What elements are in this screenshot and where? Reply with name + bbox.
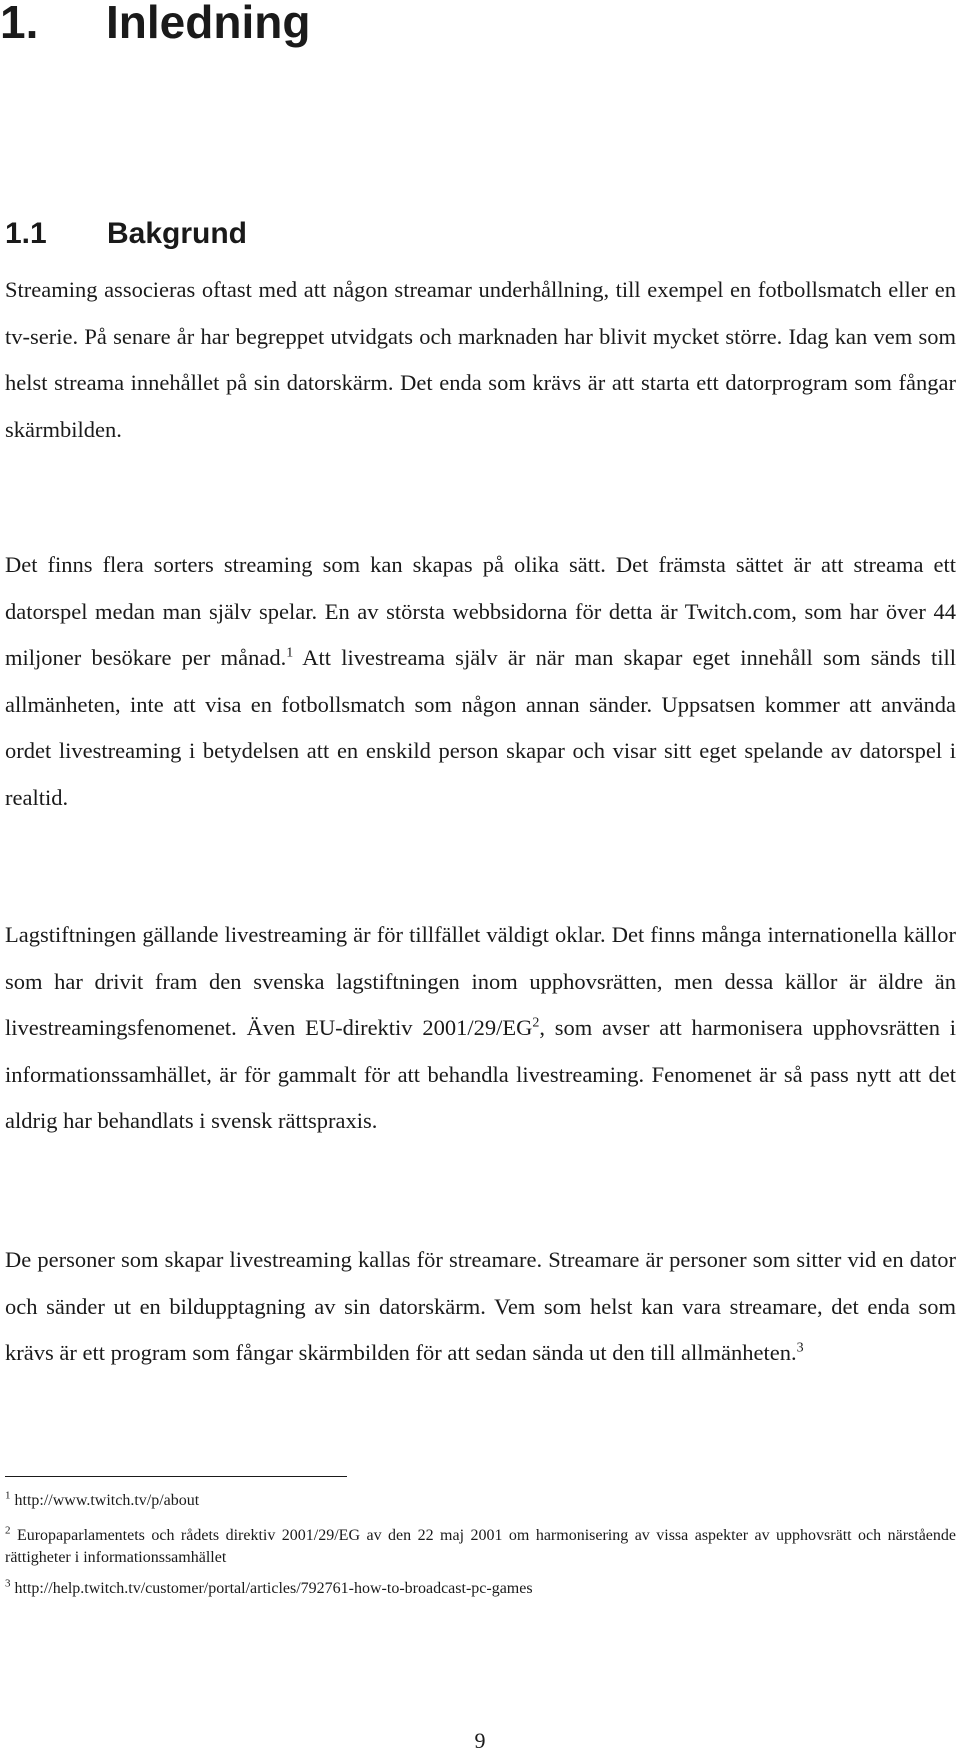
footnote-1 [5,1490,956,1512]
paragraph-2 [5,542,956,821]
footnote-1-number: 1 [5,1489,11,1502]
section-heading [5,214,247,254]
footnote-3-number: 3 [5,1577,11,1590]
footnote-2 [5,1525,956,1569]
chapter-title: Inledning [106,0,311,48]
footnote-2-text: Europaparlamentets och rådets direktiv 2001/29/EG av den 22 maj 2001 om harmonisering av vissa aspekter av upphovsrätt och närstående rättigheter i informationssamhället [5,1527,956,1566]
footnote-3-link[interactable]: http://help.twitch.tv/customer/portal/articles/792761-how-to-broadcast-pc-games [14,1580,533,1597]
section-number: 1.1 [5,217,47,250]
footnote-ref-3: 3 [796,1340,804,1356]
chapter-heading [0,0,310,50]
paragraph-2-text-a: Det finns flera sorters streaming som kan skapas på olika sätt. Det främsta sättet är att streama ett datorspel medan man själv spelar. En av största webbsidorna för detta är Twitch.com, som har över 44 miljoner besökare per månad. [5,552,956,670]
page-number: 9 [474,1728,486,1753]
paragraph-3 [5,912,956,1145]
footnote-ref-2: 2 [532,1015,540,1031]
chapter-number: 1. [0,0,39,48]
footnote-2-number: 2 [5,1524,11,1537]
paragraph-4 [5,1237,956,1377]
footnote-3 [5,1578,956,1600]
section-title: Bakgrund [107,217,248,250]
paragraph-4-text: De personer som skapar livestreaming kallas för streamare. Streamare är personer som sitter vid en dator och sänder ut en bildupptagning av sin datorskärm. Vem som helst kan vara streamare, det enda som krävs är ett program som fångar skärmbilden för att sedan sända ut den till allmänheten. [5,1247,956,1365]
footnote-1-link[interactable]: http://www.twitch.tv/p/about [14,1492,200,1509]
paragraph-2-text-b: Att livestreama själv är när man skapar eget innehåll som sänds till allmänheten, inte att visa en fotbollsmatch som någon annan sänder. Uppsatsen kommer att använda ordet livestreaming i betydelsen att en enskild person skapar och visar sitt eget spelande av datorspel i realtid. [5,645,956,810]
paragraph-3-text-a: Lagstiftningen gällande livestreaming är för tillfället väldigt oklar. Det finns många internationella källor som har drivit fram den svenska lagstiftningen inom upphovsrätten, men dessa källor är äldre än livestreamingsfenomenet. Även EU-direktiv 2001/29/EG [5,922,956,1040]
paragraph-3-text-b: , som avser att harmonisera upphovsrätten i informationssamhället, är för gammalt för att behandla livestreaming. Fenomenet är så pass nytt att det aldrig har behandlats i svensk rättspraxis. [5,1015,956,1133]
paragraph-1: Streaming associeras oftast med att någon streamar underhållning, till exempel en fotbollsmatch eller en tv-serie. På senare år har begreppet utvidgats och marknaden har blivit mycket större. Idag kan vem som helst streama innehållet på sin datorskärm. Det enda som krävs är att starta ett datorprogram som fångar skärmbilden. [5,277,956,442]
footnote-ref-1: 1 [286,645,294,661]
footnote-separator [5,1476,347,1477]
